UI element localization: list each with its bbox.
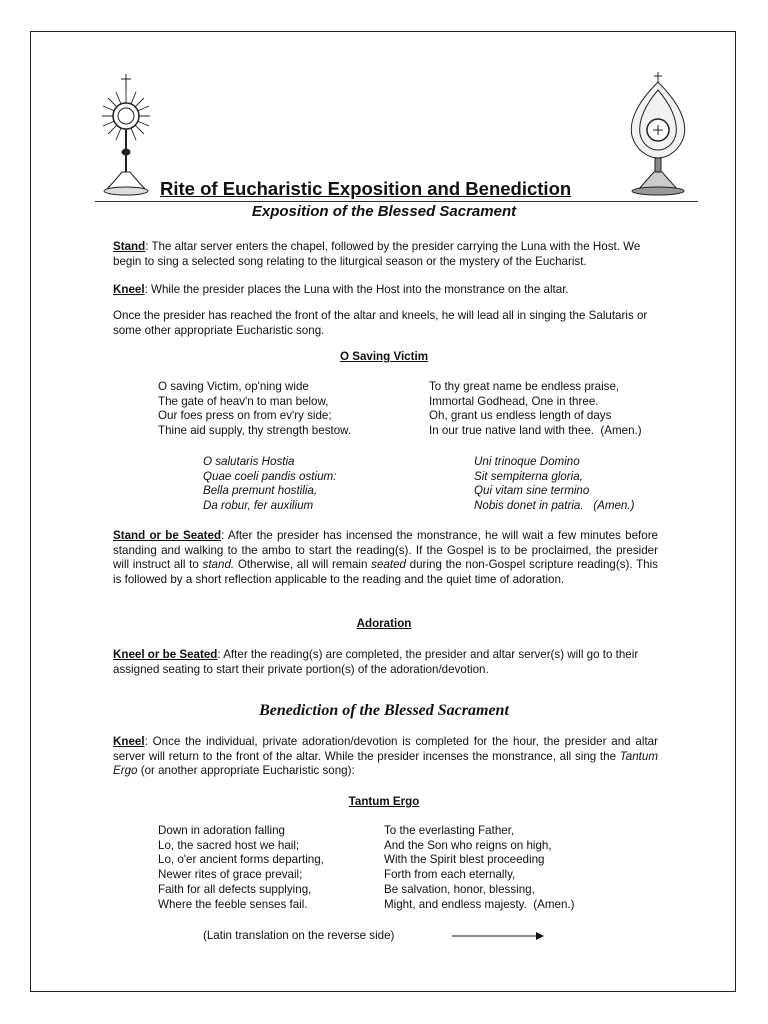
hymn-verse: To thy great name be endless praise, Immortal Godhead, One in three. Oh, grant us endless length of days In our true native land with thee. (Amen.) — [429, 380, 642, 438]
hymn-title: Tantum Ergo — [348, 795, 420, 808]
page-title: Rite of Eucharistic Exposition and Benediction — [160, 178, 572, 199]
reliquary-right-icon — [618, 70, 698, 200]
hymn-verse: Down in adoration falling Lo, the sacred host we hail; Lo, o'er ancient forms departing, Newer rites of grace prevail; Faith for all defects supplying, Where the feeble senses fail. — [158, 824, 324, 911]
paragraph-kneel — [113, 283, 658, 298]
paragraph-salutaris: Once the presider has reached the front of the altar and kneels, he will lead all in singing the Salutaris or some other appropriate Eucharistic song. — [113, 309, 648, 337]
instruction-label: Kneel — [113, 283, 145, 296]
section-heading-adoration: Adoration — [356, 617, 412, 630]
page-subtitle: Exposition of the Blessed Sacrament — [251, 203, 517, 220]
instruction-label: Kneel — [113, 735, 145, 748]
reverse-side-note: (Latin translation on the reverse side) — [203, 929, 395, 942]
instruction-label: Stand — [113, 240, 146, 253]
right-arrow-icon — [452, 930, 546, 942]
paragraph-stand — [113, 240, 658, 269]
paragraph-text: : While the presider places the Luna with the Host into the monstrance on the altar. — [144, 283, 569, 296]
instruction-label: Stand or be Seated — [113, 529, 222, 542]
section-heading-benediction: Benediction of the Blessed Sacrament — [259, 702, 509, 719]
hymn-verse: O saving Victim, op'ning wide The gate of heav'n to man below, Our foes press on from ev'ry side; Thine aid supply, thy strength bestow. — [158, 380, 352, 438]
paragraph-stand-or-seated: Stand or be Seated: After the presider has incensed the monstrance, he will wait a few minutes before standing and walking to the ambo to start the reading(s). If the Gospel is to be proclaimed, the presider will instruct all to stand. Otherwise, all will remain seated during the non-Gospel scripture reading(s). This is followed by a short reflection applicable to the reading and the quiet time of adoration. — [113, 529, 659, 587]
hymn-title: O Saving Victim — [339, 350, 429, 363]
title-rule — [95, 201, 698, 202]
latin-verse: Uni trinoque Domino Sit sempiterna gloria, Qui vitam sine termino Nobis donet in patria. (Amen.) — [474, 455, 635, 513]
paragraph-kneel-or-seated — [113, 648, 658, 677]
instruction-label: Kneel or be Seated — [113, 648, 218, 661]
paragraph-text: : The altar server enters the chapel, followed by the presider carrying the Luna with the Host. We begin to sing a selected song relating to the liturgical season or the mystery of the Eucharist. — [113, 240, 641, 268]
hymn-verse: To the everlasting Father, And the Son who reigns on high, With the Spirit blest proceeding Forth from each eternally, Be salvation, honor, blessing, Might, and endless majesty. (Amen.) — [384, 824, 575, 911]
paragraph-text: : After the reading(s) are completed, the presider and altar server(s) will go to their assigned seating to start their private portion(s) of the adoration/devotion. — [113, 648, 639, 676]
paragraph-benediction-kneel: Kneel: Once the individual, private adoration/devotion is completed for the hour, the presider and altar server will return to the front of the altar. While the presider incenses the monstrance, all sing the Tantum Ergo (or another appropriate Eucharistic song): — [113, 735, 658, 778]
latin-verse: O salutaris Hostia Quae coeli pandis ostium: Bella premunt hostilia, Da robur, fer auxilium — [203, 455, 337, 513]
monstrance-left-icon — [92, 72, 160, 198]
